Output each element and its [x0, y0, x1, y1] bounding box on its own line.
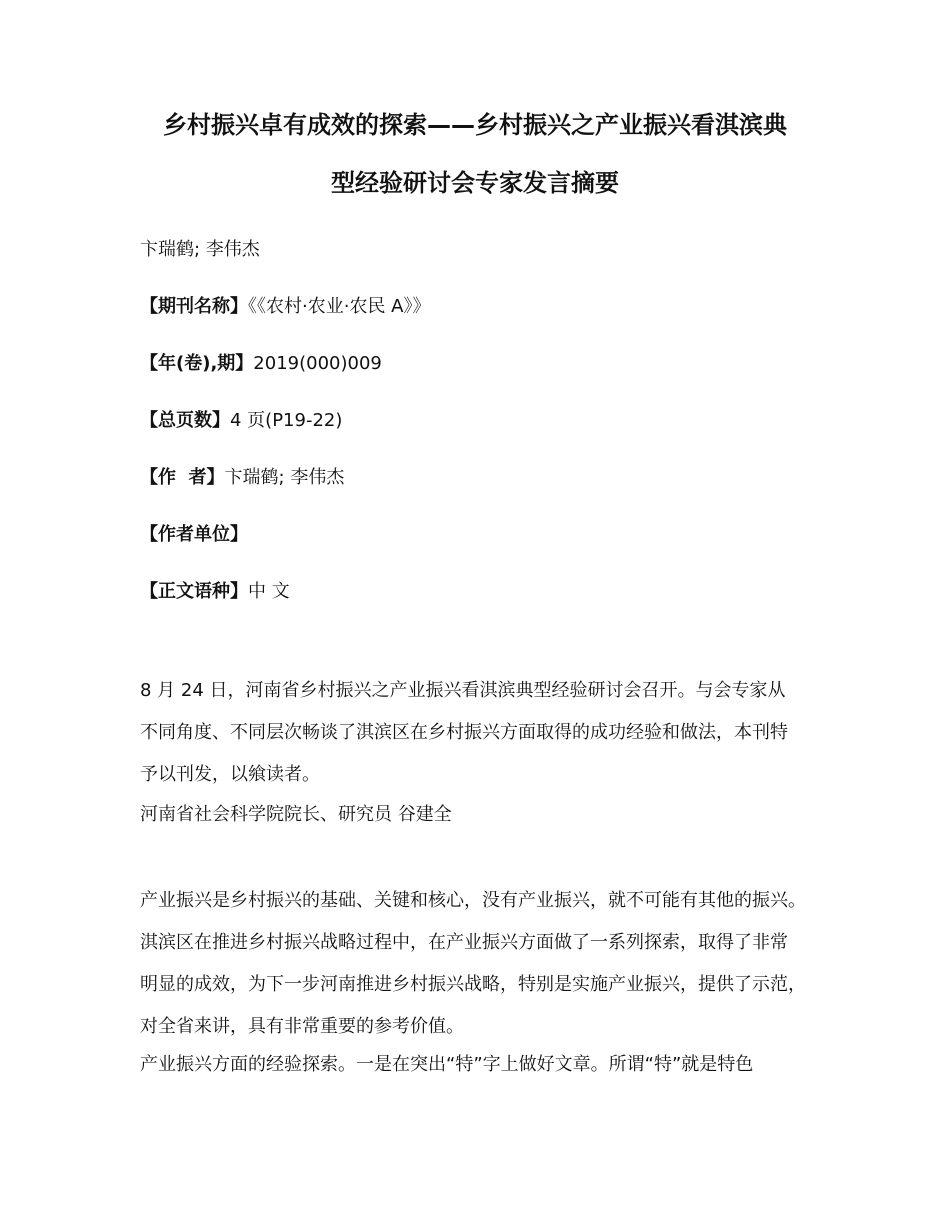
meta-journal	[140, 295, 430, 319]
meta-pages	[140, 409, 342, 433]
title-line: 乡村振兴卓有成效的探索——乡村振兴之产业振兴看淇滨典	[163, 111, 787, 139]
meta-year-vol-issue	[140, 352, 382, 376]
title-line: 型经验研讨会专家发言摘要	[331, 169, 619, 197]
text-line: 予以刊发，以飨读者。	[140, 764, 320, 785]
text-line: 淇滨区在推进乡村振兴战略过程中，在产业振兴方面做了一系列探索，取得了非常	[140, 932, 788, 953]
article-title	[110, 96, 840, 212]
meta-label: 【作者单位】	[140, 524, 248, 545]
meta-affiliation	[140, 523, 248, 547]
meta-label: 【正文语种】	[140, 581, 248, 602]
text-line: 对全省来讲，具有非常重要的参考价值。	[140, 1016, 464, 1037]
meta-language	[140, 580, 290, 604]
meta-label: 【作 者】	[140, 467, 225, 488]
text-line: 不同角度、不同层次畅谈了淇滨区在乡村振兴方面取得的成功经验和做法，本刊特	[140, 722, 788, 743]
meta-value: 卞瑞鹤; 李伟杰	[224, 467, 345, 488]
body-paragraph-start: 产业振兴方面的经验探索。一是在突出“特”字上做好文章。所谓“特”就是特色	[140, 1054, 754, 1075]
body-paragraph	[140, 880, 840, 1048]
authors-line: 卞瑞鹤; 李伟杰	[140, 239, 260, 260]
text-line: 明显的成效，为下一步河南推进乡村振兴战略，特别是实施产业振兴，提供了示范，	[140, 974, 806, 995]
text-line: 8 月 24 日，河南省乡村振兴之产业振兴看淇滨典型经验研讨会召开。与会专家从	[140, 680, 786, 701]
meta-label: 【期刊名称】	[140, 296, 248, 317]
meta-value: 2019(000)009	[253, 353, 382, 374]
intro-paragraph	[140, 670, 840, 796]
meta-value: 《《农村·农业·农民 A》》	[248, 296, 431, 317]
meta-label: 【年(卷),期】	[140, 353, 254, 374]
text-line: 产业振兴是乡村振兴的基础、关键和核心，没有产业振兴，就不可能有其他的振兴。	[140, 890, 806, 911]
speaker-line: 河南省社会科学院院长、研究员 谷建全	[140, 804, 452, 825]
meta-value: 中 文	[248, 581, 290, 602]
meta-authors	[140, 466, 344, 490]
meta-value: 4 页(P19-22)	[230, 410, 343, 431]
meta-label: 【总页数】	[140, 410, 230, 431]
